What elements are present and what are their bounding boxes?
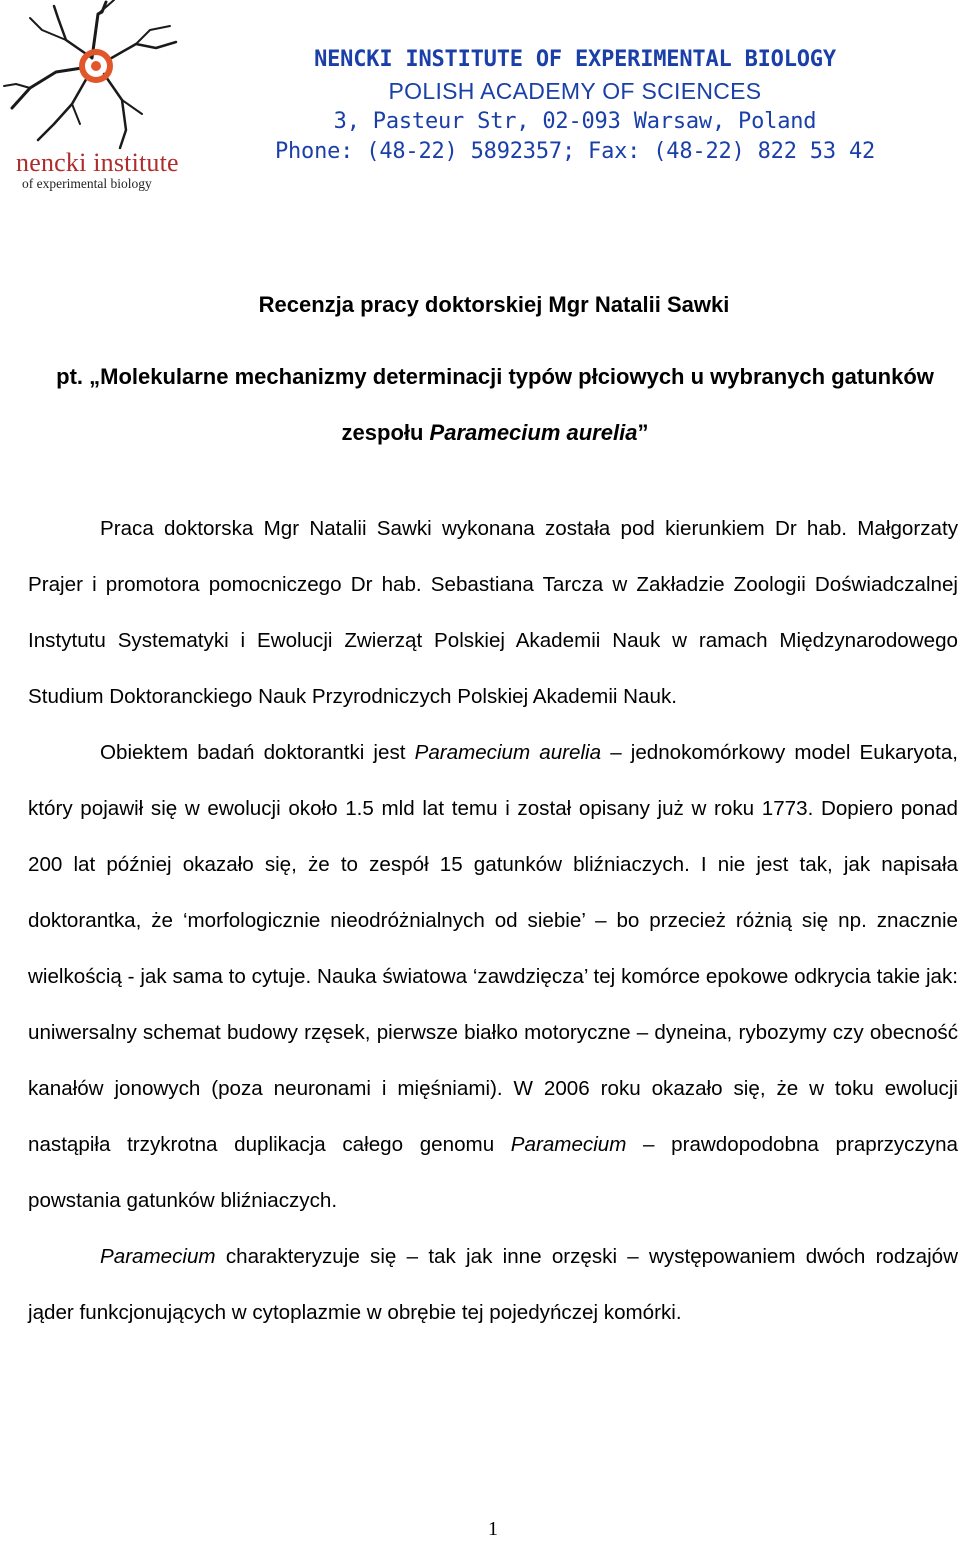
subtitle-species: Paramecium aurelia [429,420,638,445]
subtitle-text: pt. „Molekularne mechanizmy determinacji typów płciowych u wybranych gatunków zespołu [56,364,934,445]
review-body [28,501,958,1341]
paragraph-2-text-b: – jednokomórkowy model Eukaryota, który pojawił się w ewolucji około 1.5 mld lat temu i został opisany już w roku 1773. Dopiero ponad 200 lat później okazało się, że to zespół 15 gatunków bliźniaczych. I nie jest tak, jak napisała doktorantka, że ‘morfologicznie nieodróżnialnych od siebie’ – bo przecież różnią się np. znacznie wielkością - jak sama to cytuje. Nauka światowa ‘zawdzięcza’ tej komórce epokowe odkrycia takie jak: uniwersalny schemat budowy rzęsek, pierwsze białko motoryczne – dyneina, rybozymy czy obecność kanałów jonowych (poza neuronami i mięśniami). W 2006 roku okazało się, że w toku ewolucji nastąpiła trzykrotna duplikacja całego genomu [28,741,958,1156]
paragraph-2 [28,725,958,1229]
document-title: Recenzja pracy doktorskiej Mgr Natalii Sawki [258,292,730,317]
document-subtitle [55,349,935,461]
nencki-logo [0,0,200,205]
genus-name: Paramecium [100,1245,216,1268]
paragraph-3-text: charakteryzuje się – tak jak inne orzęski – występowaniem dwóch rodzajów jąder funkcjonujących w cytoplazmie w obrębie tej pojedyńczej komórki. [28,1245,958,1324]
institute-phone: Phone: (48-22) 5892357; Fax: (48-22) 822 53 42 [274,139,876,164]
paragraph-3 [28,1229,958,1341]
paragraph-1: Praca doktorska Mgr Natalii Sawki wykonana została pod kierunkiem Dr hab. Małgorzaty Prajer i promotora pomocniczego Dr hab. Sebastiana Tarcza w Zakładzie Zoologii Doświadczalnej Instytutu Systematyki i Ewolucji Zwierząt Polskiej Akademii Nauk w ramach Międzynarodowego Studium Doktoranckiego Nauk Przyrodniczych Polskiej Akademii Nauk. [28,517,958,708]
logo-name: nencki institute [16,148,179,177]
species-name: Paramecium aurelia [414,741,602,764]
subtitle-closing-quote: ” [637,420,649,445]
institute-address: 3, Pasteur Str, 02-093 Warsaw, Poland [333,109,817,134]
institute-name: NENCKI INSTITUTE OF EXPERIMENTAL BIOLOGY [314,47,836,72]
logo-text [16,150,201,192]
academy-name: POLISH ACADEMY OF SCIENCES [388,78,762,104]
paragraph-2-text-c: – prawdopodobna praprzyczyna powstania gatunków bliźniaczych. [28,1133,958,1212]
paragraph-2-text-a: Obiektem badań doktorantki jest [100,741,415,764]
page-number: 1 [488,1518,498,1540]
logo-subtitle: of experimental biology [22,176,152,191]
neuron-logo-icon [0,0,200,150]
genus-name: Paramecium [510,1133,627,1156]
